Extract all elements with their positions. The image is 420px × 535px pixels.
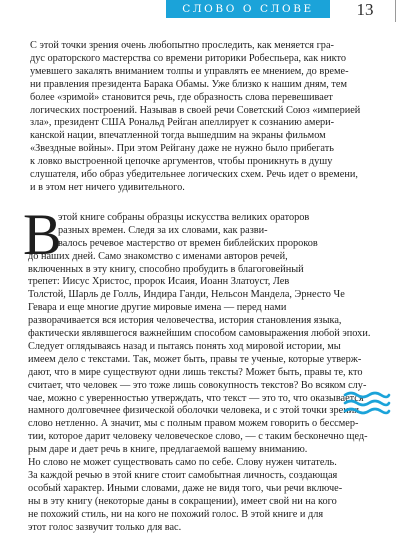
text-line: умевшего закалять вниманием толпы и управлять ее мнением, до време-: [30, 65, 349, 77]
text-line: Следует оглядываясь назад и пытаясь понять ход мировой истории, мы: [28, 340, 341, 352]
text-line: зла», президент США Рональд Рейган апеллирует к сознанию амери-: [30, 117, 335, 129]
text-line: «Звездные войны». При этом Рейгану даже не нужно было прибегать: [30, 143, 334, 155]
text-line: тии, которое дарит человеку человеческое слово, — с таким бесконечно щед-: [28, 431, 368, 443]
body-text: [23, 40, 394, 535]
text-line: За каждой речью в этой книге стоит самобытная личность, создающая: [28, 470, 338, 481]
text-line: дус ораторского мастерства со времени риторики Робеспьера, как никто: [30, 52, 347, 64]
header-divider: [395, 0, 396, 22]
text-line: ны в эту книгу (некоторые даны в сокращении), имеет свой ни на кого: [28, 495, 337, 507]
text-line: намного долговечнее физической оболочки человека, и с этой точки зрения: [28, 405, 359, 417]
text-line: Но слово не может существовать само по себе. Слову нужен читатель.: [28, 457, 337, 469]
text-line: имеем дело с текстами. Так, может быть, правы те ученые, которые утверж-: [28, 353, 362, 365]
text-line: и в этом нет ничего удивительного.: [30, 181, 185, 193]
text-line: не похожий стиль, ни на кого не похожий голос. В этой книге и для: [28, 508, 324, 520]
text-line: Толстой, Шарль де Голль, Индира Ганди, Нельсон Мандела, Эрнесто Че: [28, 289, 345, 301]
text-line: к ловко выстроенной цепочке аргументов, чтобы проникнуть в душу: [30, 156, 333, 168]
text-line: разных времен. Следя за их словами, как разви-: [58, 224, 268, 236]
text-line: С этой точки зрения очень любопытно проследить, как меняется гра-: [30, 40, 334, 51]
text-line: более «зримой» становится речь, где образность слова перевешивает: [30, 91, 333, 103]
text-line: включенных в эту книгу, способно пробудить в благоговейный: [28, 263, 304, 275]
paragraph-1: [30, 40, 394, 195]
text-line: до наших дней. Само знакомство с именами авторов речей,: [28, 250, 288, 262]
running-head-title: СЛОВО О СЛОВЕ: [182, 3, 314, 15]
drop-cap: В: [23, 201, 62, 267]
running-header: [0, 0, 420, 22]
text-line: этой книге собраны образцы искусства великих ораторов: [58, 211, 310, 223]
text-line: чае, можно с уверенностью утверждать, что текст — это то, что оказывается: [28, 392, 364, 404]
page-number: 13: [356, 0, 374, 19]
text-line: Гевара и еще многие другие мировые имена — перед нами: [28, 302, 287, 314]
text-line: логических построений. Называв в своей речи Советский Союз «империей: [30, 104, 361, 116]
text-line: слово нетленно. А значит, мы с полным правом можем говорить о бессмер-: [28, 418, 359, 430]
text-line: трепет: Иисус Христос, пророк Исаия, Иоанн Златоуст, Лев: [28, 276, 290, 288]
text-line: канской нации, впечатленной тогда вышедшим на экраны фильмом: [30, 130, 326, 142]
text-line: дают, что в мире существуют одни лишь тексты? Может быть, правы те, кто: [28, 366, 363, 378]
paragraph-4: [28, 457, 394, 534]
paragraph-3: [28, 341, 394, 457]
text-line: ни правления президента Барака Обамы. Уже близко к нашим дням, тем: [30, 78, 347, 90]
waves-icon: [343, 390, 391, 416]
text-line: рым даре и дает речь в книге, предлагаемой вашему вниманию.: [28, 444, 308, 456]
text-line: считает, что человек — это тоже лишь совокупность текстов? Во всяком слу-: [28, 379, 367, 391]
text-line: слушателя, ибо образ убедительнее логических схем. Речь идет о времени,: [30, 169, 358, 181]
text-line: особый характер. Иными словами, даже не видя того, чьи речи включе-: [28, 482, 343, 494]
text-line: этот голос зазвучит только для вас.: [28, 521, 182, 533]
paragraph-gap: [28, 195, 394, 212]
text-line: валось речевое мастерство от времен библейских пророков: [58, 237, 318, 249]
paragraph-2: [23, 201, 394, 341]
text-line: фактически являвшегося важнейшим способом самовыражения любой эпохи.: [28, 328, 371, 340]
text-line: разворачивается вся история человечества, история становления языка,: [28, 315, 342, 327]
